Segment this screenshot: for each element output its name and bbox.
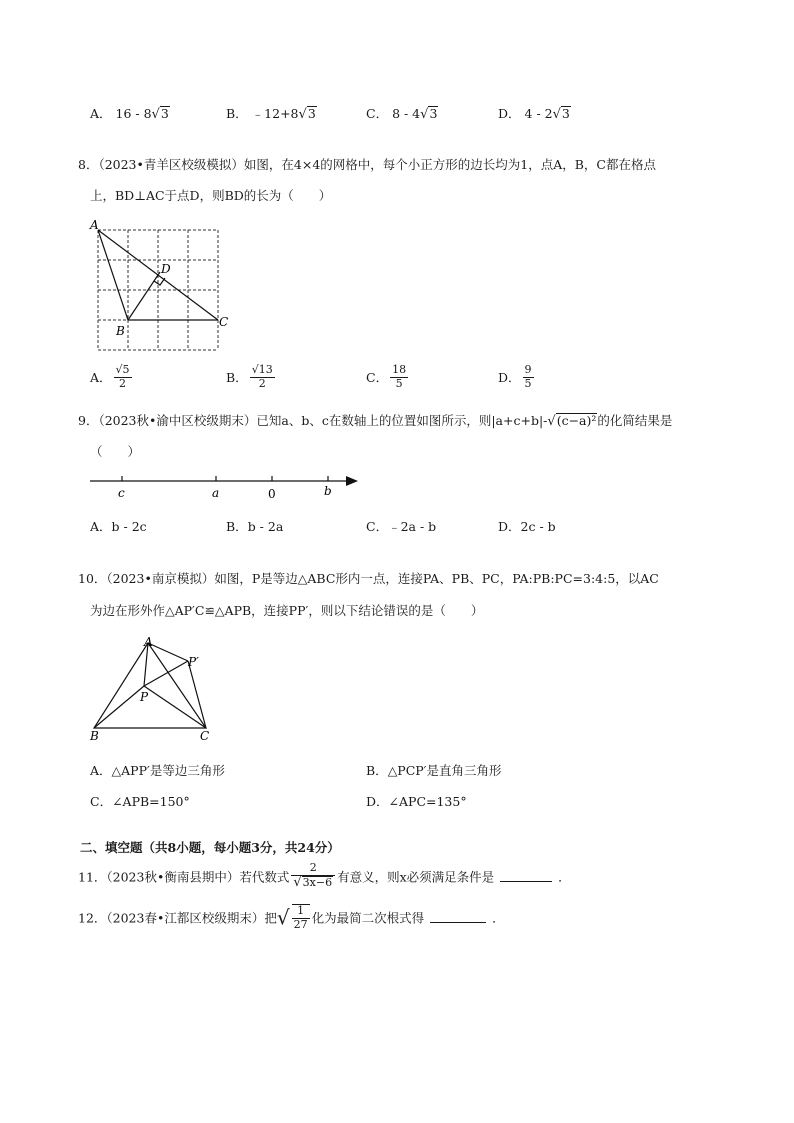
option-text: ﹣12+8 [251,106,299,121]
option-text: ∠APC=135° [388,794,467,809]
option-letter: A． [90,519,112,534]
option-text: 8 - 4 [392,106,421,121]
q9-line1 [78,411,672,429]
numerator: 2 [291,862,335,876]
q12-line [78,904,505,931]
q8-option-b [226,364,277,390]
q10-line2: 为边在形外作△AP′C≌△APB，连接PP′，则以下结论错误的是（ ） [90,603,484,618]
question-text: 把 [264,910,277,926]
radicand: (c−a)² [556,413,597,428]
question-text: 若代数式 [239,869,290,885]
question-text: 如图，P是等边△ABC形内一点，连接PA、PB、PC，PA:PB:PC=3:4:5，以AC [214,571,659,586]
q8-option-d [498,364,536,390]
q9-option-c [366,517,436,535]
q10-option-c [90,792,190,810]
numerator: 1 [292,905,310,919]
q7-option-c [366,104,438,122]
axis-arrow [346,476,358,486]
radical-sign: √ [293,874,302,890]
q9-number-line [88,470,368,506]
denominator: 2 [258,376,266,390]
question-number: 9． [78,413,99,428]
question-number: 10． [78,571,107,586]
option-letter: D． [498,370,521,386]
option-letter: C． [366,106,389,121]
radicand: 3 [561,106,570,121]
label-a: A [90,218,99,232]
question-number: 11． [78,869,107,885]
option-letter: C． [90,794,113,809]
question-text: 如图，在4×4的网格中，每个小正方形的边长均为1，点A，B，C都在格点 [243,157,657,172]
section-title: 二、填空题（共8小题，每小题3分，共24分） [80,840,340,855]
q9-option-b [226,517,283,535]
radical-sign: √ [420,107,429,122]
answer-blank[interactable] [430,912,486,923]
q7-option-b [226,104,317,122]
label-b: B [116,324,125,338]
q9-option-d [498,517,556,535]
question-text: 已知a、b、c在数轴上的位置如图所示，则|a+c+b|- [256,413,548,428]
option-text: △APP′是等边三角形 [111,763,225,778]
q10-option-b [366,761,502,779]
denominator: 2 [119,376,127,390]
label-p: P [140,690,149,704]
denominator: 5 [395,376,403,390]
option-letter: B． [226,106,248,121]
question-text-end: 有意义，则x必须满足条件是 [337,869,495,885]
q10-figure [84,632,234,747]
option-letter: A． [90,763,112,778]
label-b: B [90,729,99,743]
q10-line1 [78,569,659,587]
question-end: ． [558,869,571,885]
radicand: 3 [429,106,438,121]
question-text-end: 化为最简二次根式得 [311,910,425,926]
numerator: √5 [115,363,130,376]
label-b: b [324,484,332,498]
label-zero: 0 [268,487,276,501]
question-text-end: 的化简结果是 [597,413,673,428]
q8-line2: 上，BD⊥AC于点D，则BD的长为（ ） [90,188,332,203]
option-letter: A． [90,106,112,121]
question-source: （2023•青羊区校级模拟） [98,157,244,172]
question-source: （2023秋•衡南县期中） [106,869,240,885]
fraction [291,862,335,891]
option-letter: B． [226,519,248,534]
axis-ticks [122,476,328,481]
q10-option-d [366,792,467,810]
option-letter: D． [498,519,521,534]
question-number: 12． [78,910,107,926]
option-text: 2c - b [520,519,556,534]
q8-option-a [90,364,134,390]
option-text: 4 - 2 [524,106,553,121]
label-p-prime: P′ [188,655,199,669]
option-text: ∠APB=150° [112,794,190,809]
option-fraction [523,364,534,390]
option-fraction [250,364,275,390]
option-text: 16 - 8 [115,106,152,121]
radicand: 3 [307,106,316,121]
option-letter: B． [226,370,248,386]
q7-option-a [90,104,170,122]
option-letter: C． [366,370,389,386]
question-number: 8． [78,157,99,172]
option-text: b - 2c [111,519,147,534]
fraction [292,904,310,931]
option-letter: C． [366,519,389,534]
option-letter: D． [498,106,521,121]
answer-blank[interactable] [500,871,552,882]
denominator: 27 [293,917,308,931]
denominator [291,876,335,891]
radical-sign: √ [276,905,290,930]
label-c: c [118,486,125,500]
option-text: ﹣2a - b [388,519,437,534]
option-letter: B． [366,763,388,778]
label-a: a [212,486,220,500]
radicand: 3x−6 [302,875,333,889]
option-text: b - 2a [247,519,284,534]
q9-bracket: （ ） [90,444,141,459]
numerator: 18 [392,363,407,376]
q11-line [78,862,571,891]
numerator: √13 [251,363,273,376]
radical-sign: √ [298,107,307,122]
denominator: 5 [524,376,532,390]
q10-option-a [90,761,225,779]
label-c: C [219,315,229,329]
radical-sign: √ [547,414,556,429]
q8-figure [88,218,238,358]
option-letter: A． [90,370,112,386]
q8-line1 [78,155,656,173]
radical-sign: √ [552,107,561,122]
radical-sign: √ [151,107,160,122]
question-source: （2023春•江都区校级期末） [106,910,265,926]
radicand: 3 [160,106,169,121]
q7-option-d [498,104,571,122]
option-fraction [390,364,408,390]
question-source: （2023•南京模拟） [106,571,215,586]
label-c: C [200,729,210,743]
option-text: △PCP′是直角三角形 [387,763,502,778]
q8-option-c [366,364,410,390]
label-a: A [144,635,153,649]
question-source: （2023秋•渝中区校级期末） [98,413,257,428]
question-end: ． [492,910,505,926]
option-fraction [114,364,132,390]
q9-option-a [90,517,147,535]
label-d: D [161,262,171,276]
numerator: 9 [524,363,532,376]
option-letter: D． [366,794,389,809]
